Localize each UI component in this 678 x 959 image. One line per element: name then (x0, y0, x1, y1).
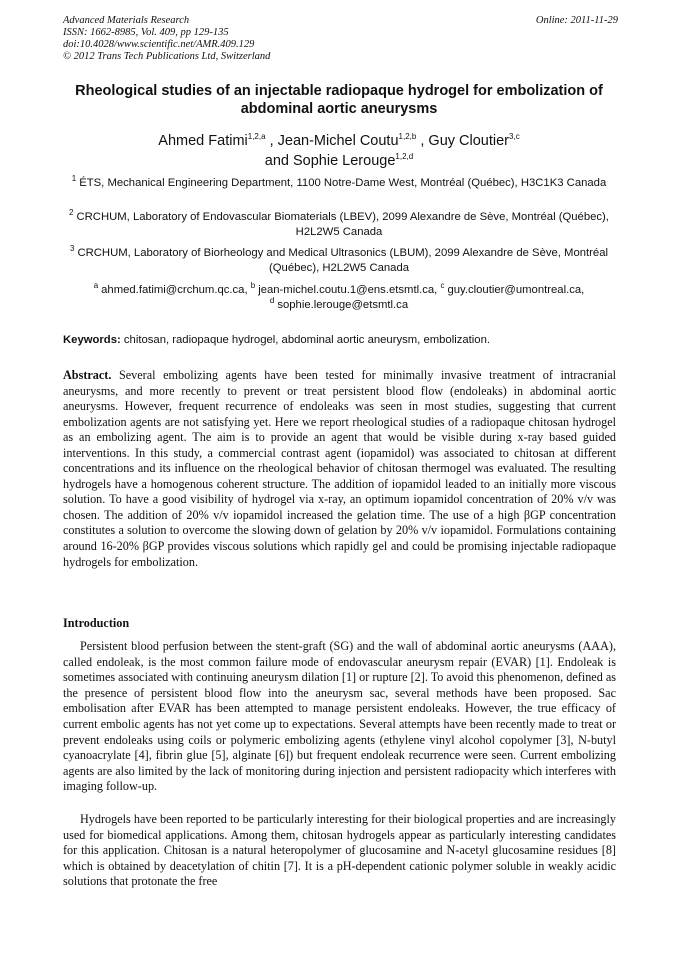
author-affil-sup: 1,2,d (395, 152, 414, 161)
affiliation-number: 1 (71, 174, 77, 183)
affiliation-number: 2 (69, 208, 74, 217)
paper-title: Rheological studies of an injectable radiopaque hydrogel for embolization of abdominal aortic aneurysms (75, 83, 603, 117)
doi-line: doi:10.4028/www.scientific.net/AMR.409.129 (63, 39, 255, 50)
keywords-text: chitosan, radiopaque hydrogel, abdominal aortic aneurysm, embolization. (120, 334, 491, 346)
journal-header (63, 15, 618, 63)
introduction-heading: Introduction (63, 616, 130, 630)
author-name: and Sophie Lerouge (264, 153, 396, 169)
email-list (63, 283, 615, 312)
affiliation-text: CRCHUM, Laboratory of Endovascular Biomaterials (LBEV), 2099 Alexandre de Sève, Montréal (Québec), H2L2W5 Canada (76, 211, 609, 238)
intro-paragraph-2: Hydrogels have been reported to be particularly interesting for their biological properties and are increasingly used for biomedical applications. Among them, chitosan hydrogels appear as particularly interesting candidates for this application. Chitosan is a natural heteropolymer of glucosamine and N-acetyl glucosamine residues [8] which is obtained by deacetylation of chitin [7]. It is a pH-dependent cationic polymer soluble in weakly acidic solutions that protonate the free (63, 812, 616, 889)
author-name: Ahmed Fatimi (158, 133, 248, 149)
email-line-2 (63, 295, 615, 313)
affiliation-1 (63, 176, 615, 191)
copyright-line: © 2012 Trans Tech Publications Ltd, Switzerland (63, 51, 271, 62)
keywords-label: Keywords: (63, 334, 121, 346)
intro-paragraph-1: Persistent blood perfusion between the stent-graft (SG) and the wall of abdominal aortic aneurysms (AAA), called endoleak, is the most common failure mode of endovascular aneurysm repair (EVAR) [1]. Endoleak is sometimes associated with continuing aneurysm dilation [1] or rupture [2]. To avoid this phenomenon, defined as the presence of persistent blood flow into the aneurysm sac, several methods have been proposed. Sac embolisation after EVAR has been attempted to manage persistent endoleaks. However, the true efficacy of current embolic agents has not yet come up to expectations. Several attempts have been recently made to treat or prevent endoleaks using coils or polymeric embolizing agents (ethylene vinyl alcohol copolymer [3], N-butyl cyanoacrylate [4], fibrin glue [5], alginate [6]) but frequent endoleak recurrence were seen. Current embolizing agents are also limited by the lack of monitoring during injection and persistent radiopacity which interferes with imaging follow-up. (63, 639, 616, 794)
author-list (63, 131, 615, 171)
author-line-1 (63, 131, 615, 151)
abstract-label: Abstract. (63, 368, 112, 382)
issn-line: ISSN: 1662-8985, Vol. 409, pp 129-135 (63, 27, 229, 38)
author-affil-sup: 1,2,b (398, 132, 417, 141)
affiliation-2 (63, 210, 615, 239)
email-sup: a (93, 281, 99, 290)
online-date: Online: 2011-11-29 (535, 15, 618, 26)
email-a[interactable]: ahmed.fatimi@crchum.qc.ca, (101, 284, 248, 296)
affiliation-3 (63, 246, 615, 275)
email-sup: b (250, 281, 256, 290)
email-d[interactable]: sophie.lerouge@etsmtl.ca (277, 298, 409, 311)
author-line-2 (63, 151, 615, 171)
email-sup: d (269, 295, 275, 305)
author-name: , Guy Cloutier (420, 133, 510, 149)
affiliation-text: CRCHUM, Laboratory of Biorheology and Medical Ultrasonics (LBUM), 2099 Alexandre de Sève, Montréal (Québec), H2L2W5 Canada (77, 247, 609, 274)
journal-name: Advanced Materials Research (63, 15, 190, 26)
abstract-section (63, 368, 616, 570)
author-name: , Jean-Michel Coutu (269, 133, 399, 149)
affiliation-text: ÉTS, Mechanical Engineering Department, 1100 Notre-Dame West, Montréal (Québec), H3C1K3 Canada (79, 177, 607, 189)
affiliation-number: 3 (69, 244, 75, 253)
author-affil-sup: 3,c (509, 132, 520, 141)
author-affil-sup: 1,2,a (247, 132, 266, 141)
abstract-text: Several embolizing agents have been tested for minimally invasive treatment of intracranial aneurysms, and more recently to prevent or treat persistent blood flow (endoleaks) in abdominal aortic aneurysms. However, frequent recurrence of endoleaks was seen in most studies, suggesting that current embolization agents are not satisfying yet. Here we report rheological studies of a radiopaque chitosan hydrogel as an embolizing agent. The aim is to provide an agent that would be visible during x-ray based guided interventions. In this study, a commercial contrast agent (iopamidol) was associated to chitosan at different concentrations and its influence on the rheological behavior of chitosan thermogel was evaluated. The resulting hydrogels have a homogenous coherent structure. The addition of iopamidol leaded to an initially more viscous solution. To have a good visibility of hydrogel via x-ray, an optimum iopamidol concentration of 20% v/v was chosen. The addition of 20% v/v iopamidol increased the gelation time. The use of a high βGP concentration constitutes a solution to overcome the slowing down of gelation by 20% v/v iopamidol. Formulations containing around 16-20% βGP provides viscous solutions which rapidly gel and could be promising injectable radiopaque hydrogels for embolization. (63, 368, 616, 569)
email-sup: c (440, 281, 445, 290)
keywords-section (63, 333, 618, 347)
email-line-1 (63, 283, 615, 298)
email-b[interactable]: jean-michel.coutu.1@ens.etsmtl.ca, (258, 284, 438, 296)
email-c[interactable]: guy.cloutier@umontreal.ca, (447, 284, 585, 296)
